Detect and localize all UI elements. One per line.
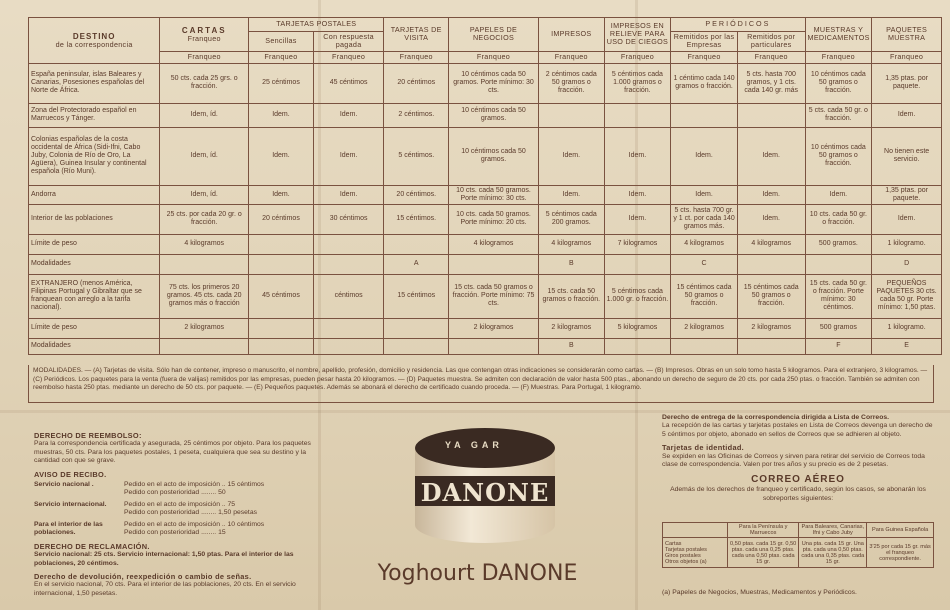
- rate-cell: 2 kilogramos: [671, 318, 738, 338]
- rate-cell: 2 kilogramos: [449, 318, 539, 338]
- franqueo-label: Franqueo: [384, 51, 449, 63]
- rate-cell: Idem, íd.: [160, 185, 249, 204]
- franqueo-label: Franqueo: [449, 51, 539, 63]
- rate-cell: [384, 338, 449, 354]
- rate-cell: Idem.: [604, 127, 671, 185]
- header-periodicos: PERIÓDICOS: [671, 18, 805, 32]
- table-row: [29, 204, 942, 234]
- brand-title: Yoghourt DANONE: [377, 561, 578, 586]
- rate-cell: 10 cts. cada 50 gramos. Porte mínimo: 30 cts.: [449, 185, 539, 204]
- rate-cell: [538, 103, 604, 127]
- destination-cell: España peninsular, islas Baleares y Canarias, Posesiones españolas del Norte de África.: [29, 63, 160, 103]
- rate-cell: 20 céntimos: [249, 204, 314, 234]
- rate-cell: 5 céntimos.: [384, 127, 449, 185]
- rate-cell: 5 cts. hasta 700 gr. y 1 ct. por cada 140 gramos más.: [671, 204, 738, 234]
- table-row: [29, 103, 942, 127]
- pot-brand-word: DANONE: [420, 478, 550, 507]
- lista-text: La recepción de las cartas y tarjetas postales en Lista de Correos devenga un derecho de 5 céntimos por objeto, abonado en sellos de Correos que se adhieren al objeto.: [662, 422, 933, 438]
- header-papeles-negocios: PAPELES DE NEGOCIOS: [449, 18, 539, 52]
- destination-cell: Andorra: [29, 185, 160, 204]
- rate-cell: [671, 103, 738, 127]
- rate-cell: 2 kilogramos: [737, 318, 805, 338]
- rate-cell: céntimos: [313, 274, 384, 318]
- rate-cell: [449, 338, 539, 354]
- identidad-title: Tarjetas de identidad.: [662, 443, 745, 453]
- franqueo-label: Franqueo: [313, 51, 384, 63]
- rate-cell: 4 kilogramos: [737, 234, 805, 254]
- reclamacion-text: Servicio nacional: 25 cts. Servicio internacional: 1,50 ptas. Para el interior de las poblaciones, 20 céntimos.: [34, 551, 294, 567]
- table-row: [29, 127, 942, 185]
- rate-cell: 45 céntimos: [313, 63, 384, 103]
- aereo-row-labels: Cartas Tarjetas postales Giros postales Otros objetos (a): [663, 538, 728, 568]
- reembolso-text: Para la correspondencia certificada y asegurada, 25 céntimos por objeto. Para los paquetes muestras, 50 cts. Para los paquetes postales, 1 peseta, cualquiera que sea su destino y la cantidad con que se grave.: [34, 440, 311, 465]
- rate-cell: Idem.: [249, 127, 314, 185]
- header-impresos-ciegos: IMPRESOS EN RELIEVE PARA USO DE CIEGOS: [604, 18, 671, 52]
- rate-cell: 2 céntimos cada 50 gramos o fracción.: [538, 63, 604, 103]
- rate-cell: 50 cts. cada 25 grs. o fracción.: [160, 63, 249, 103]
- destination-cell: EXTRANJERO (menos América, Filipinas Portugal y Gibraltar que se franquean con arreglo a la tarifa nacional).: [29, 274, 160, 318]
- rate-cell: [384, 318, 449, 338]
- rate-cell: [160, 254, 249, 274]
- rate-cell: 10 céntimos cada 50 gramos.: [449, 103, 539, 127]
- rate-cell: 45 céntimos: [249, 274, 314, 318]
- aereo-values: Una pta. cada 15 gr. Una pta. cada una 0,50 ptas. cada una 0,35 ptas. cada 15 gr.: [799, 538, 867, 568]
- header-sencillas: Sencillas: [249, 32, 314, 52]
- rate-cell: [249, 318, 314, 338]
- rate-cell: 10 céntimos cada 50 gramos o fracción.: [805, 63, 872, 103]
- rate-cell: 10 céntimos cada 50 gramos o fracción.: [805, 127, 872, 185]
- rate-cell: 5 cts. cada 50 gr. o fracción.: [805, 103, 872, 127]
- rate-cell: E: [872, 338, 942, 354]
- reclamacion-title: DERECHO DE RECLAMACIÓN.: [34, 541, 150, 551]
- rate-cell: 500 gramos: [805, 318, 872, 338]
- rate-cell: 4 kilogramos: [160, 234, 249, 254]
- rate-cell: 7 kilogramos: [604, 234, 671, 254]
- rate-cell: Idem.: [805, 185, 872, 204]
- rate-cell: Idem.: [313, 185, 384, 204]
- table-row: [29, 63, 942, 103]
- header-rem-particulares: Remitidos por particulares: [737, 32, 805, 52]
- rate-cell: 5 céntimos cada 200 gramos.: [538, 204, 604, 234]
- aereo-values: 3'25 por cada 15 gr. más el franqueo correspondiente.: [867, 538, 934, 568]
- franqueo-label: Franqueo: [249, 51, 314, 63]
- rate-cell: 25 céntimos: [249, 63, 314, 103]
- header-rem-empresas: Remitidos por las Empresas: [671, 32, 738, 52]
- rate-cell: Idem, íd.: [160, 103, 249, 127]
- destination-cell: Modalidades: [29, 254, 160, 274]
- rate-cell: A: [384, 254, 449, 274]
- aviso-row: Para el interior de las poblaciones. Pedido en el acto de imposición .. 10 céntimos Pedido con posterioridad ........ 15: [34, 520, 265, 537]
- rate-cell: B: [538, 338, 604, 354]
- franqueo-label: Franqueo: [538, 51, 604, 63]
- rate-cell: [671, 338, 738, 354]
- rate-cell: Idem.: [313, 127, 384, 185]
- header-con-respuesta: Con respuesta pagada: [313, 32, 384, 52]
- rate-cell: [313, 234, 384, 254]
- table-row: [29, 338, 942, 354]
- aereo-footnote: (a) Papeles de Negocios, Muestras, Medicamentos y Periódicos.: [662, 589, 857, 596]
- rate-cell: 15 cts. cada 50 gramos o fracción. Porte mínimo: 75 cts.: [449, 274, 539, 318]
- aereo-col: Para la Península y Marruecos: [728, 523, 799, 538]
- rate-cell: 15 céntimos.: [384, 204, 449, 234]
- correo-aereo-table: [662, 522, 934, 568]
- header-muestras: MUESTRAS Y MEDICAMENTOS: [805, 18, 872, 52]
- aereo-title: CORREO AÉREO: [751, 473, 845, 485]
- rate-cell: 15 céntimos cada 50 gramos o fracción.: [671, 274, 738, 318]
- rate-cell: [249, 254, 314, 274]
- franqueo-row: [29, 51, 942, 63]
- header-tarjetas-postales: TARJETAS POSTALES: [249, 18, 384, 32]
- rate-cell: [160, 338, 249, 354]
- rate-cell: 1,35 ptas. por paquete.: [872, 185, 942, 204]
- rate-cell: Idem.: [538, 127, 604, 185]
- aereo-col: Para Guinea Española: [867, 523, 934, 538]
- header-destino: DESTINO de la correspondencia: [29, 18, 160, 64]
- rate-cell: PEQUEÑOS PAQUETES 30 cts. cada 50 gr. Porte mínimo: 1,50 ptas.: [872, 274, 942, 318]
- rate-cell: 1,35 ptas. por paquete.: [872, 63, 942, 103]
- aereo-col: Para Baleares, Canarias, Ifni y Cabo Juby: [799, 523, 867, 538]
- rate-cell: Idem.: [604, 204, 671, 234]
- rate-cell: Idem.: [737, 204, 805, 234]
- aereo-text: Además de los derechos de franqueo y certificado, según los casos, se abonarán los sobreportes siguientes:: [670, 486, 926, 502]
- devolucion-title: Derecho de devolución, reexpedición o cambio de señas.: [34, 572, 252, 582]
- franqueo-label: Franqueo: [737, 51, 805, 63]
- identidad-text: Se expiden en las Oficinas de Correos y sirven para retirar del servicio de Correos toda clase de correspondencia. Valen por tres años y su precio es de 2 pesetas.: [662, 452, 925, 469]
- left-panel: [34, 427, 314, 598]
- rate-cell: 1 kilogramo.: [872, 318, 942, 338]
- pot-band-text: YA GAR: [445, 440, 503, 450]
- rate-cell: 15 cts. cada 50 gr. o fracción. Porte mínimo: 30 céntimos.: [805, 274, 872, 318]
- modalidades-notes: MODALIDADES. — (A) Tarjetas de visita. Sólo han de contener, impreso o manuscrito, el nombre, apellido, profesión, domicilio y residencia. Las que contengan otras indicaciones se considerarán como cartas. — (B) Impresos. Obras en un solo tomo hasta 5 kilogramos. Para el extranjero, 3 kilogramos. — (C) Periódicos. Los paquetes para la venta (fuera de valijas) remitidos por las empresas, pueden pesar hasta 20 kilogramos. — (D) Paquetes muestra. Se admiten con declaración de valor hasta 500 ptas., abonando un derecho de seguro de 20 cts. por cada 250 ptas. o fracción. También se admiten con reembolso hasta 250 ptas. mediante un derecho de 50 cts. por paquete. — (E) Pequeños paquetes. Además se abonará el derecho de certificado cuando proceda. — (F) Muestras. Para Portugal, 1 kilogramo.: [28, 365, 934, 403]
- table-row: [29, 254, 942, 274]
- fold-line: [318, 0, 321, 610]
- rate-cell: [737, 103, 805, 127]
- aviso-row: Servicio internacional. Pedido en el acto de imposición .. 75 Pedido con posterioridad ........ 1,50 pesetas: [34, 500, 258, 517]
- rate-cell: Idem.: [538, 185, 604, 204]
- destination-cell: Límite de peso: [29, 234, 160, 254]
- rate-cell: 75 cts. los primeros 20 gramos. 45 cts. cada 20 gramos más o fracción: [160, 274, 249, 318]
- table-row: [29, 274, 942, 318]
- rate-cell: Idem.: [872, 204, 942, 234]
- rate-cell: 20 céntimos: [384, 63, 449, 103]
- rate-cell: 15 céntimos cada 50 gramos o fracción.: [737, 274, 805, 318]
- rate-cell: [249, 338, 314, 354]
- rate-cell: 5 cts. hasta 700 gramos, y 1 cts. cada 140 gr. más: [737, 63, 805, 103]
- rate-cell: 5 céntimos cada 1.000 gramos o fracción.: [604, 63, 671, 103]
- rate-cell: 10 céntimos cada 50 gramos. Porte mínimo: 30 cts.: [449, 63, 539, 103]
- rate-cell: 5 kilogramos: [604, 318, 671, 338]
- reembolso-title: DERECHO DE REEMBOLSO:: [34, 431, 142, 440]
- rate-cell: [805, 254, 872, 274]
- table-row: [29, 318, 942, 338]
- rate-cell: Idem.: [737, 127, 805, 185]
- header-tarjetas-visita: TARJETAS DE VISITA: [384, 18, 449, 52]
- rate-cell: 10 cts. cada 50 gr. o fracción.: [805, 204, 872, 234]
- destination-cell: Interior de las poblaciones: [29, 204, 160, 234]
- rate-cell: 4 kilogramos: [538, 234, 604, 254]
- franqueo-label: Franqueo: [872, 51, 942, 63]
- fold-line: [0, 410, 950, 413]
- rate-cell: Idem, íd.: [160, 127, 249, 185]
- destination-cell: Límite de peso: [29, 318, 160, 338]
- aviso-title: AVISO DE RECIBO.: [34, 469, 107, 479]
- rate-cell: 10 céntimos cada 50 gramos.: [449, 127, 539, 185]
- destination-cell: Zona del Protectorado español en Marruecos y Tánger.: [29, 103, 160, 127]
- rate-cell: 1 kilogramo.: [872, 234, 942, 254]
- rate-cell: 2 kilogramos: [160, 318, 249, 338]
- rate-cell: Idem.: [604, 185, 671, 204]
- rate-cell: Idem.: [671, 185, 738, 204]
- rate-cell: 30 céntimos: [313, 204, 384, 234]
- destination-cell: Colonias españolas de la costa occidental de África (Sidi-Ifni, Cabo Juby, Colonia de Río de Oro, La Agüera), Guinea Insular y continental española (Río Muni).: [29, 127, 160, 185]
- rate-cell: Idem.: [671, 127, 738, 185]
- franqueo-label: Franqueo: [671, 51, 738, 63]
- rate-cell: [313, 254, 384, 274]
- rate-cell: C: [671, 254, 738, 274]
- rate-cell: 25 cts. por cada 20 gr. o fracción.: [160, 204, 249, 234]
- rate-cell: [249, 234, 314, 254]
- rate-cell: [313, 338, 384, 354]
- franqueo-label: Franqueo: [805, 51, 872, 63]
- lista-title: Derecho de entrega de la correspondencia dirigida a Lista de Correos.: [662, 414, 890, 421]
- rate-cell: F: [805, 338, 872, 354]
- rate-cell: [384, 234, 449, 254]
- rate-cell: [737, 254, 805, 274]
- table-row: [29, 234, 942, 254]
- rate-cell: 20 céntimos.: [384, 185, 449, 204]
- rate-cell: 4 kilogramos: [449, 234, 539, 254]
- destination-cell: Modalidades: [29, 338, 160, 354]
- rate-cell: 1 céntimo cada 140 gramos o fracción.: [671, 63, 738, 103]
- rate-cell: No tienen este servicio.: [872, 127, 942, 185]
- rate-cell: Idem.: [249, 185, 314, 204]
- header-paquetes: PAQUETES MUESTRA: [872, 18, 942, 52]
- rate-cell: [313, 318, 384, 338]
- rate-cell: 15 céntimos: [384, 274, 449, 318]
- fold-line: [635, 0, 638, 610]
- rate-cell: D: [872, 254, 942, 274]
- rate-cell: 2 céntimos.: [384, 103, 449, 127]
- rate-cell: [737, 338, 805, 354]
- rate-cell: 15 cts. cada 50 gramos o fracción.: [538, 274, 604, 318]
- header-cartas: CARTAS Franqueo: [160, 18, 249, 52]
- franqueo-label: Franqueo: [604, 51, 671, 63]
- rate-cell: Idem.: [872, 103, 942, 127]
- rate-cell: 2 kilogramos: [538, 318, 604, 338]
- aviso-row: Servicio nacional . Pedido en el acto de imposición .. 15 céntimos Pedido con posterioridad ........ 50: [34, 480, 265, 497]
- franqueo-label: Franqueo: [160, 51, 249, 63]
- danone-advertisement: [345, 418, 610, 608]
- rate-cell: [449, 254, 539, 274]
- aereo-values: 0,50 ptas. cada 15 gr. 0,50 ptas. cada una 0,25 ptas. cada una 0,50 ptas. cada 15 gr.: [728, 538, 799, 568]
- rate-cell: Idem.: [737, 185, 805, 204]
- right-panel: [662, 414, 934, 503]
- rate-cell: 4 kilogramos: [671, 234, 738, 254]
- rate-cell: 500 gramos.: [805, 234, 872, 254]
- rates-table: [28, 17, 942, 355]
- rate-cell: 5 céntimos cada 1.000 gr. o fracción.: [604, 274, 671, 318]
- rate-cell: 10 cts. cada 50 gramos. Porte mínimo: 20 cts.: [449, 204, 539, 234]
- rate-cell: B: [538, 254, 604, 274]
- rates-body: [29, 63, 942, 354]
- devolucion-text: En el servicio nacional, 70 cts. Para el interior de las poblaciones, 20 cts. En el servicio internacional, 1,50 pesetas.: [34, 581, 296, 597]
- table-row: [29, 185, 942, 204]
- header-impresos: IMPRESOS: [538, 18, 604, 52]
- rate-cell: Idem.: [249, 103, 314, 127]
- rate-cell: Idem.: [313, 103, 384, 127]
